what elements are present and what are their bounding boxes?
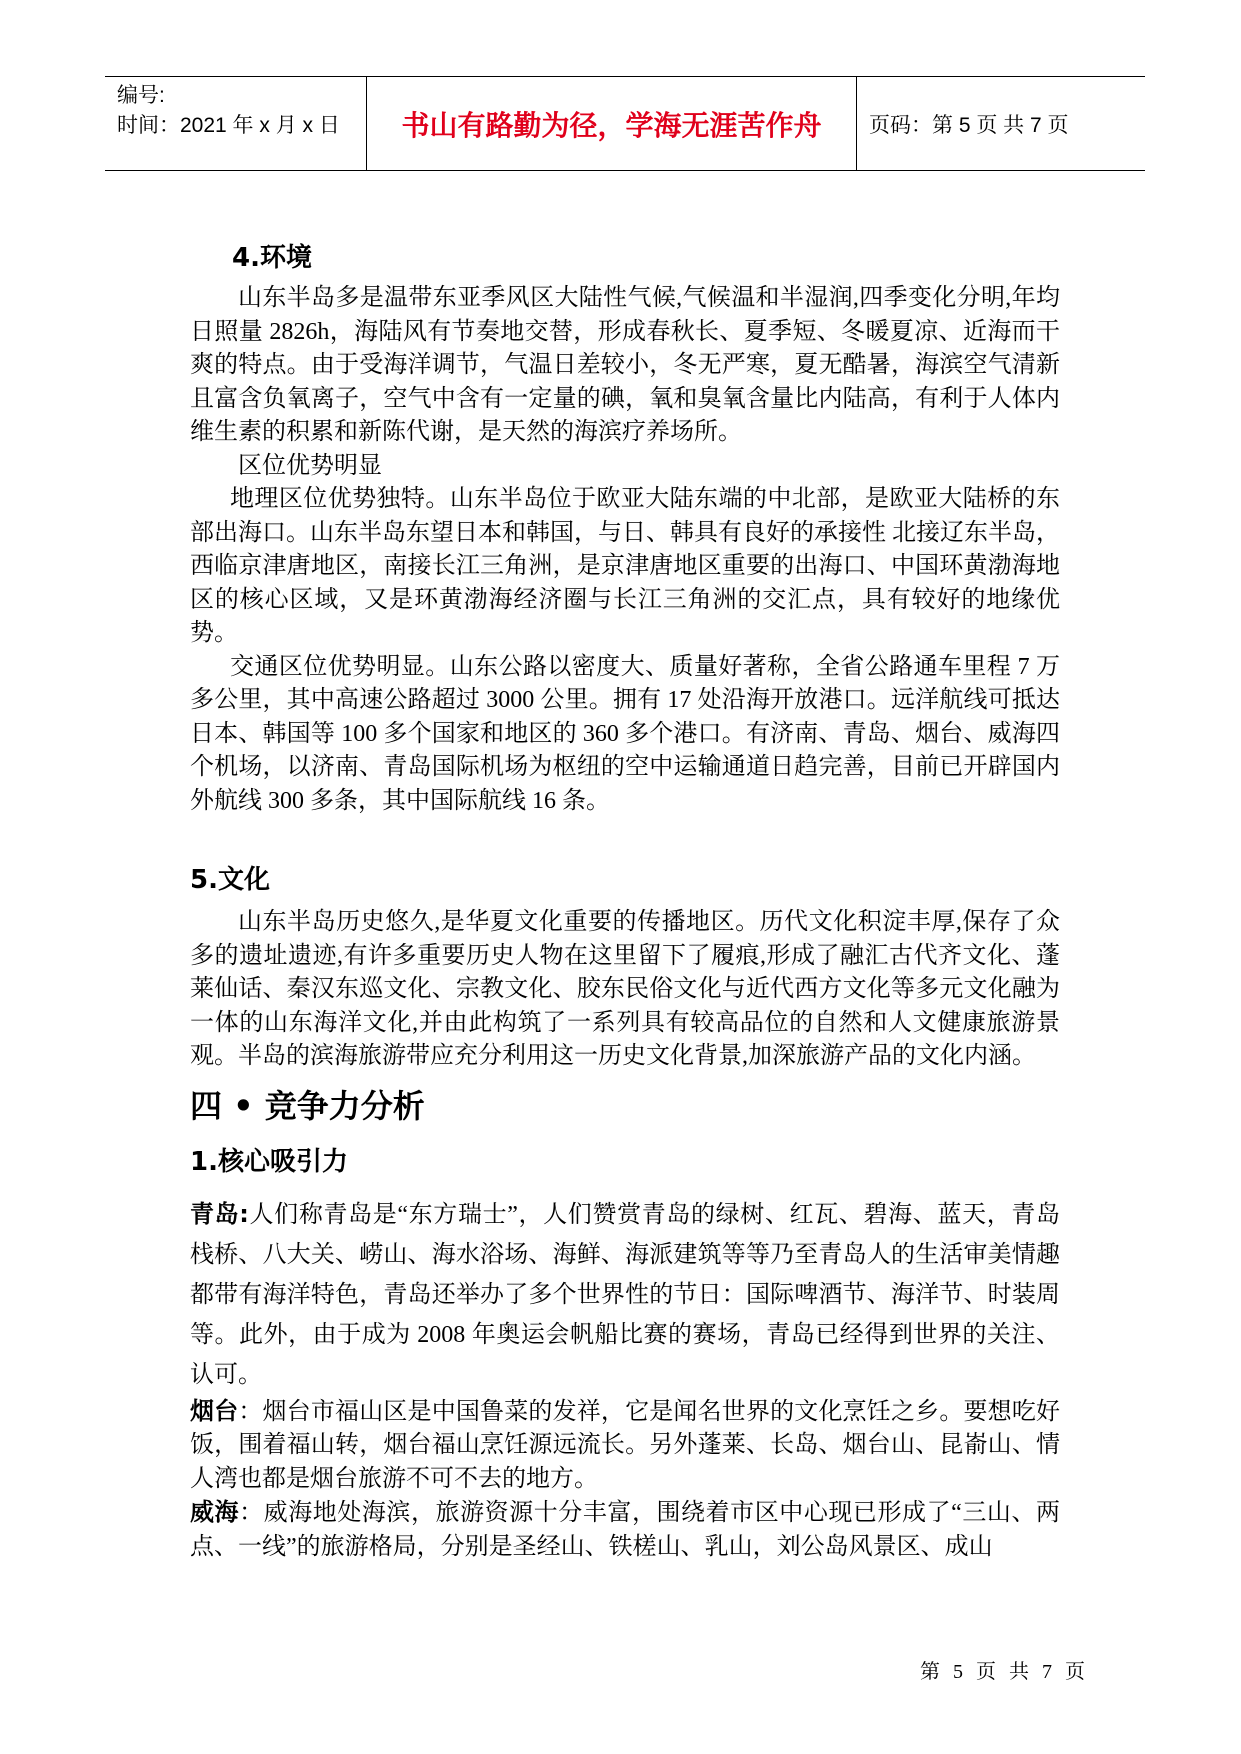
city-label-yantai: 烟台	[190, 1396, 239, 1425]
paragraph: 地理区位优势独特。山东半岛位于欧亚大陆东端的中北部，是欧亚大陆桥的东部出海口。山东半岛东望日本和韩国，与日、韩具有良好的承接性 北接辽东半岛，西临京津唐地区，南接长江三角洲，是京津唐地区重要的出海口、中国环黄渤海地区的核心区域，又是环黄渤海经济圈与长江三角洲的交汇点，具有较好的地缘优势。	[190, 486, 1060, 646]
qingdao-text: 人们称青岛是“东方瑞士”，人们赞赏青岛的绿树、红瓦、碧海、蓝天，青岛栈桥、八大关、崂山、海水浴场、海鲜、海派建筑等等乃至青岛人的生活审美情趣都带有海洋特色，青岛还举办了多个世界性的节日：国际啤酒节、海洋节、时装周等。此外，由于成为 2008 年奥运会帆船比赛的赛场，青岛已经得到世界的关注、认可。	[190, 1201, 1060, 1388]
city-label-weihai: 威海	[190, 1498, 240, 1526]
paragraph-qingdao	[190, 1194, 1060, 1395]
chapter-heading: 四 • 竞争力分析	[190, 1086, 425, 1125]
paragraph-yantai	[190, 1395, 1060, 1497]
section-heading-culture: 5.文化	[190, 865, 270, 895]
yantai-text: ：烟台市福山区是中国鲁菜的发祥，它是闻名世界的文化烹饪之乡。要想吃好饭，围着福山转，烟台福山烹饪源远流长。另外蓬莱、长岛、烟台山、昆嵛山、情人湾也都是烟台旅游不可不去的地方。	[190, 1398, 1060, 1492]
paragraph-weihai	[190, 1496, 1060, 1564]
weihai-text: ：威海地处海滨，旅游资源十分丰富，围绕着市区中心现已形成了“三山、两点、一线”的旅游格局，分别是圣经山、铁槎山、乳山，刘公岛风景区、成山	[190, 1500, 1060, 1560]
paragraph: 山东半岛多是温带东亚季风区大陆性气候,气候温和半湿润,四季变化分明,年均日照量 2826h，海陆风有节奏地交替，形成春秋长、夏季短、冬暖夏凉、近海而干爽的特点。由于受海洋调节，气温日差较小，冬无严寒，夏无酷暑，海滨空气清新且富含负氧离子，空气中含有一定量的碘，氧和臭氧含量比内陆高，有利于人体内维生素的积累和新陈代谢，是天然的海滨疗养场所。	[190, 285, 1060, 445]
page-info: 页码：第 5 页 共 7 页	[869, 113, 1069, 137]
section-heading-attraction: 1.核心吸引力	[190, 1146, 348, 1177]
city-label-qingdao: 青岛:	[190, 1199, 249, 1228]
header-table	[105, 76, 1145, 171]
paragraph: 山东半岛历史悠久,是华夏文化重要的传播地区。历代文化积淀丰厚,保存了众多的遗址遗迹,有许多重要历史人物在这里留下了履痕,形成了融汇古代齐文化、蓬莱仙话、秦汉东巡文化、宗教文化、胶东民俗文化与近代西方文化等多元文化融为一体的山东海洋文化,并由此构筑了一系列具有较高品位的自然和人文健康旅游景观。半岛的滨海旅游带应充分利用这一历史文化背景,加深旅游产品的文化内涵。	[190, 909, 1060, 1069]
header-meta	[105, 77, 367, 170]
number-label: 编号:	[117, 84, 165, 107]
paragraph: 交通区位优势明显。山东公路以密度大、质量好著称，全省公路通车里程 7 万多公里，其中高速公路超过 3000 公里。拥有 17 处沿海开放港口。远洋航线可抵达日本、韩国等 100 多个国家和地区的 360 多个港口。有济南、青岛、烟台、威海四个机场，以济南、青岛国际机场为枢纽的空中运输通道日趋完善，目前已开辟国内外航线 300 多条，其中国际航线 16 条。	[190, 653, 1060, 814]
time-label: 时间：2021 年 x 月 x 日	[117, 114, 340, 137]
paragraph: 区位优势明显	[238, 452, 382, 479]
document-body	[190, 240, 1060, 1564]
page-footer: 第 5 页 共 7 页	[920, 1661, 1089, 1683]
motto: 书山有路勤为径，学海无涯苦作舟	[367, 77, 857, 170]
section-heading-environment: 4.环境	[232, 243, 312, 273]
